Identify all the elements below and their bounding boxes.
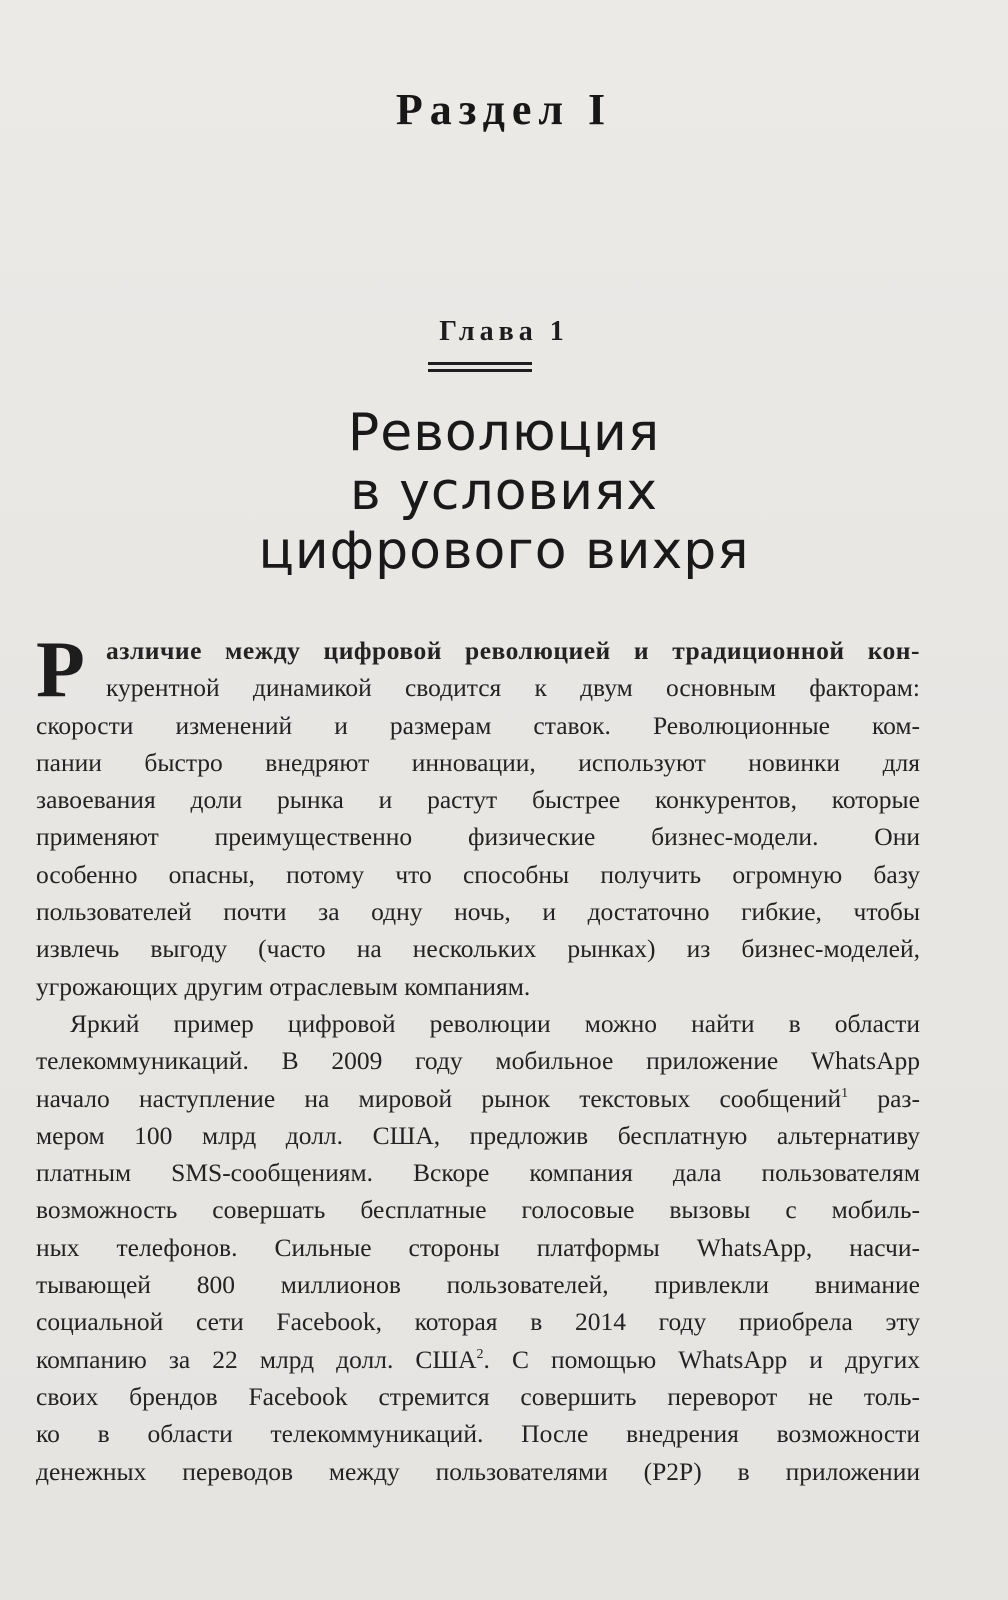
line-text: начало наступление на мировой рынок текстовых сообщений: [36, 1083, 842, 1113]
paragraph-line: [36, 1080, 920, 1117]
paragraph-line: мером 100 млрд долл. США, предложив бесплатную альтернативу: [36, 1120, 920, 1150]
body-text: [36, 626, 920, 1490]
drop-cap: Р: [36, 626, 85, 714]
paragraph-line: применяют преимущественно физические бизнес-модели. Они: [36, 822, 920, 852]
footnote-marker: 2: [476, 1346, 484, 1362]
chapter-ornament-rule: [428, 362, 532, 372]
paragraph-2: [36, 1005, 920, 1490]
paragraph-line: телекоммуникаций. В 2009 году мобильное приложение WhatsApp: [36, 1046, 920, 1076]
chapter-title: [0, 404, 1008, 581]
paragraph-line: тывающей 800 миллионов пользователей, привлекли внимание: [36, 1270, 920, 1300]
paragraph-line: извлечь выгоду (часто на нескольких рынках) из бизнес-моделей,: [36, 934, 920, 964]
paragraph-line: курентной динамикой сводится к двум основным факторам:: [106, 673, 920, 703]
paragraph-line: завоевания доли рынка и растут быстрее конкурентов, которые: [36, 785, 920, 815]
chapter-label: Глава 1: [439, 316, 569, 347]
line-text: компанию за 22 млрд долл. США: [36, 1344, 477, 1374]
paragraph-line: ных телефонов. Сильные стороны платформы WhatsApp, насчи-: [36, 1232, 920, 1262]
section-title: Раздел I: [395, 85, 613, 134]
chapter-title-line: цифрового вихря: [258, 521, 750, 581]
paragraph-line: Яркий пример цифровой революции можно найти в области: [70, 1008, 920, 1038]
paragraph-line: платным SMS-сообщениям. Вскоре компания дала пользователям: [36, 1158, 920, 1188]
paragraph-line: пании быстро внедряют инновации, используют новинки для: [36, 747, 920, 777]
footnote-marker: 1: [841, 1085, 849, 1101]
paragraph-line: угрожающих другим отраслевым компаниям.: [36, 971, 531, 1001]
paragraph-line: возможность совершать бесплатные голосовые вызовы с мобиль-: [36, 1195, 920, 1225]
paragraph-line: [36, 1341, 920, 1378]
chapter-title-line: Революция: [347, 403, 661, 463]
paragraph-line: своих брендов Facebook стремится совершить переворот не толь-: [36, 1381, 920, 1411]
paragraph-line: ко в области телекоммуникаций. После внедрения возможности: [36, 1419, 920, 1449]
paragraph-1: [36, 626, 920, 1005]
paragraph-line: денежных переводов между пользователями (P2P) в приложении: [36, 1456, 920, 1486]
line-text: раз-: [848, 1083, 920, 1113]
paragraph-line: социальной сети Facebook, которая в 2014 году приобрела эту: [36, 1307, 920, 1337]
paragraph-line: особенно опасны, потому что способны получить огромную базу: [36, 859, 920, 889]
paragraph-line: азличие между цифровой революцией и традиционной кон-: [106, 636, 920, 665]
paragraph-line: пользователей почти за одну ночь, и достаточно гибкие, чтобы: [36, 897, 920, 927]
line-text: . С помощью WhatsApp и других: [483, 1344, 920, 1374]
paragraph-line: скорости изменений и размерам ставок. Революционные ком-: [36, 710, 920, 740]
chapter-title-line: в условиях: [349, 462, 659, 522]
